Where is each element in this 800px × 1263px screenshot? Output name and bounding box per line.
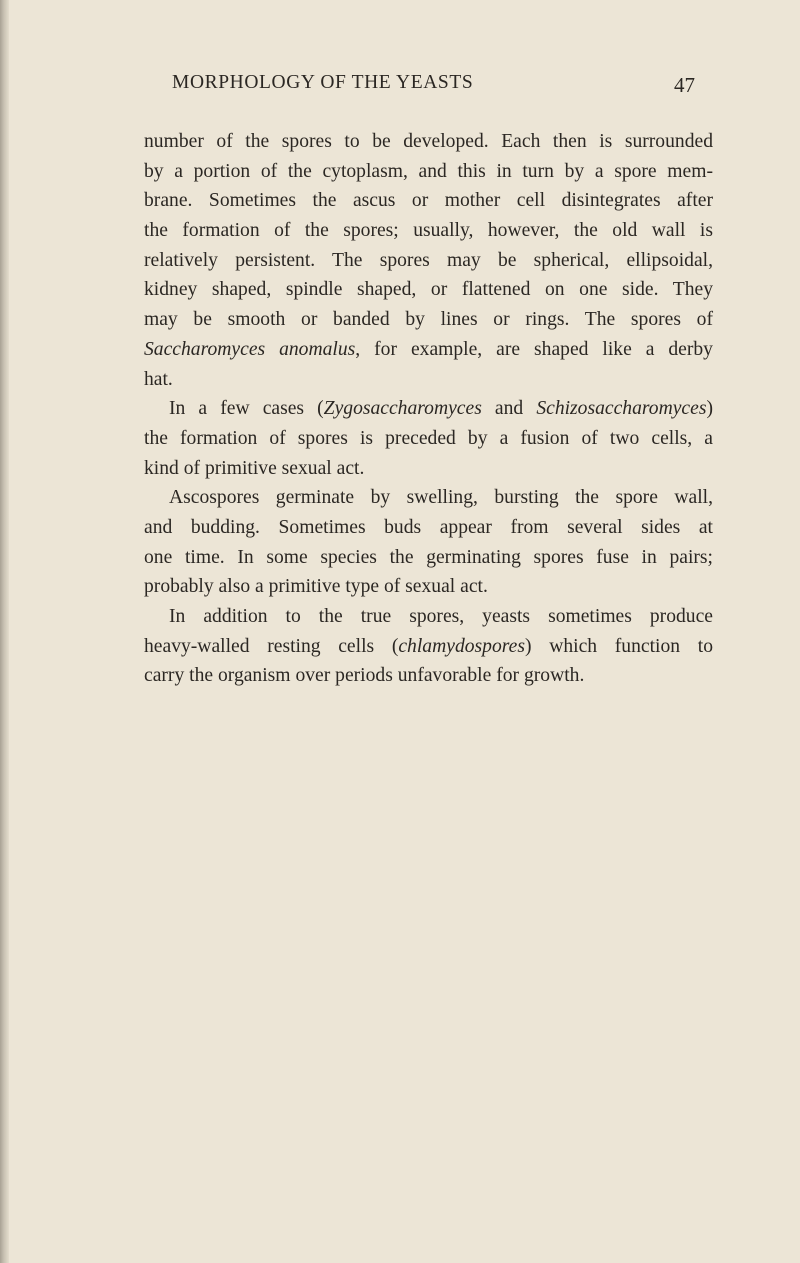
text-line: Saccharomyces anomalus, for example, are shaped like a derby <box>144 338 713 360</box>
text-line: kind of primitive sexual act. <box>144 457 365 479</box>
text-line: heavy-walled resting cells (chlamydospores) which function to <box>144 635 713 657</box>
text-line: brane. Sometimes the ascus or mother cell disintegrates after <box>144 190 713 212</box>
text-line: the formation of spores is preceded by a fusion of two cells, a <box>144 427 713 449</box>
text-line: hat. <box>144 368 173 390</box>
genus-name: Schizosaccharomyces <box>536 398 707 420</box>
page-number: 47 <box>674 73 695 97</box>
species-name: Saccharomyces anomalus <box>144 338 356 360</box>
text-line: the formation of the spores; usually, however, the old wall is <box>144 220 713 242</box>
text-line: may be smooth or banded by lines or rings. The spores of <box>144 309 713 331</box>
body-text <box>144 127 713 691</box>
text-line: and budding. Sometimes buds appear from several sides at <box>144 516 713 538</box>
running-title: MORPHOLOGY OF THE YEASTS <box>172 72 474 93</box>
term-italic: chlamydospores <box>398 635 525 657</box>
text-line: In addition to the true spores, yeasts sometimes produce <box>169 606 713 627</box>
text-line: by a portion of the cytoplasm, and this in turn by a spore mem- <box>144 160 713 182</box>
text-line: carry the organism over periods unfavorable for growth. <box>144 665 585 687</box>
genus-name: Zygosaccharomyces <box>323 398 482 420</box>
text-line: relatively persistent. The spores may be spherical, ellipsoidal, <box>144 249 713 271</box>
text-line: number of the spores to be developed. Each then is surrounded <box>144 131 713 152</box>
text-line: one time. In some species the germinating spores fuse in pairs; <box>144 546 713 568</box>
running-head <box>132 72 712 102</box>
text-line: Ascospores germinate by swelling, bursting the spore wall, <box>169 487 713 509</box>
text-line: kidney shaped, spindle shaped, or flattened on one side. They <box>144 279 713 301</box>
text-line: probably also a primitive type of sexual act. <box>144 576 488 598</box>
page-edge-shadow <box>0 0 9 1263</box>
text-line: In a few cases (Zygosaccharomyces and Schizosaccharomyces) <box>169 398 713 420</box>
